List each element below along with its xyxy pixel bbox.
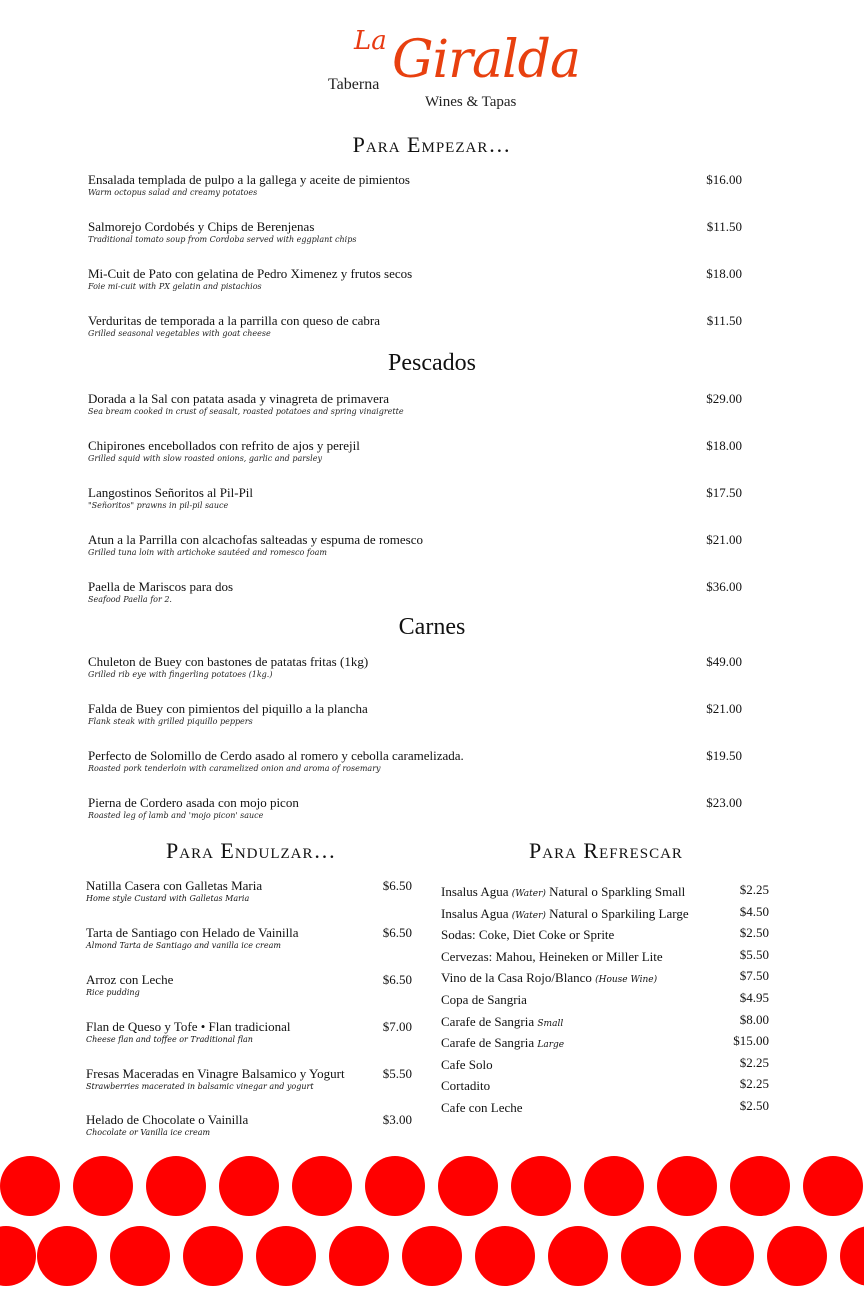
item-name: Natilla Casera con Galletas Maria [86, 878, 263, 893]
polka-dot [730, 1156, 790, 1216]
drink-item [441, 881, 769, 899]
drink-price: $2.50 [739, 1098, 769, 1113]
menu-item [88, 748, 748, 774]
menu-item [88, 172, 748, 198]
polka-dot [803, 1156, 863, 1216]
item-description: Foie mi-cuit with PX gelatin and pistachios [88, 282, 262, 291]
item-price: $11.50 [706, 219, 742, 234]
menu-item [88, 438, 748, 464]
polka-dot [110, 1226, 170, 1286]
drink-item [441, 989, 769, 1007]
item-name: Flan de Queso y Tofe • Flan tradicional [86, 1019, 291, 1034]
desserts-title: Para Endulzar… [166, 838, 337, 863]
drink-price: $2.50 [739, 925, 769, 940]
item-description: Grilled rib eye with fingerling potatoes (1kg.) [88, 670, 273, 679]
drink-price: $2.25 [739, 882, 769, 897]
polka-dot [292, 1156, 352, 1216]
polka-dot [511, 1156, 571, 1216]
item-description: Flank steak with grilled piquillo peppers [88, 717, 253, 726]
item-name: Atun a la Parrilla con alcachofas salteadas y espuma de romesco [88, 532, 423, 547]
starters-title: Para Empezar… [352, 132, 512, 157]
item-price: $21.00 [706, 532, 742, 547]
item-description: Seafood Paella for 2. [88, 595, 172, 604]
menu-item [86, 1066, 412, 1092]
item-description: Grilled seasonal vegetables with goat cheese [88, 329, 271, 338]
logo-tagline: Wines & Tapas [425, 94, 517, 110]
drink-item [441, 946, 769, 964]
item-name: Fresas Maceradas en Vinagre Balsamico y Yogurt [86, 1066, 345, 1081]
item-description: Chocolate or Vanilla ice cream [86, 1128, 211, 1137]
menu-item [86, 925, 412, 951]
logo-giralda: Giralda [392, 30, 580, 90]
item-description: Almond Tarta de Santiago and vanilla ice cream [86, 941, 281, 950]
polka-dot [0, 1226, 36, 1286]
restaurant-logo [320, 26, 580, 118]
item-name: Ensalada templada de pulpo a la gallega y aceite de pimientos [88, 172, 410, 187]
menu-item [88, 654, 748, 680]
item-description: Rice pudding [86, 988, 140, 997]
drink-name: Cortadito [441, 1078, 491, 1093]
logo-la: La [354, 26, 387, 56]
drink-price: $4.95 [739, 990, 769, 1005]
item-description: Cheese flan and toffee or Traditional flan [86, 1035, 253, 1044]
item-price: $16.00 [706, 172, 742, 187]
drink-name: Vino de la Casa Rojo/Blanco (House Wine) [441, 970, 658, 985]
polka-dot [73, 1156, 133, 1216]
item-name: Falda de Buey con pimientos del piquillo a la plancha [88, 701, 368, 716]
drink-item [441, 1075, 769, 1093]
polka-dot [438, 1156, 498, 1216]
item-price: $18.00 [706, 266, 742, 281]
polka-dot [657, 1156, 717, 1216]
polka-dot [365, 1156, 425, 1216]
polka-dot [548, 1226, 608, 1286]
item-price: $3.00 [382, 1112, 412, 1127]
drink-price: $5.50 [739, 947, 769, 962]
drink-price: $15.00 [733, 1033, 769, 1048]
drink-item [441, 903, 769, 921]
menu-item [86, 1112, 412, 1138]
item-description: Sea bream cooked in crust of seasalt, roasted potatoes and spring vinaigrette [88, 407, 404, 416]
item-price: $29.00 [706, 391, 742, 406]
drink-item [441, 1032, 769, 1050]
item-price: $5.50 [382, 1066, 412, 1081]
item-price: $17.50 [706, 485, 742, 500]
item-price: $11.50 [706, 313, 742, 328]
item-description: Roasted leg of lamb and 'mojo picon' sauce [88, 811, 264, 820]
drink-name: Cafe con Leche [441, 1100, 523, 1115]
menu-item [88, 313, 748, 339]
item-name: Chuleton de Buey con bastones de patatas fritas (1kg) [88, 654, 369, 669]
menu-item [88, 795, 748, 821]
logo-taberna: Taberna [328, 76, 380, 93]
item-description: "Señoritos" prawns in pil-pil sauce [88, 501, 229, 510]
item-name: Mi-Cuit de Pato con gelatina de Pedro Ximenez y frutos secos [88, 266, 413, 281]
polka-dot [402, 1226, 462, 1286]
item-name: Tarta de Santiago con Helado de Vainilla [86, 925, 299, 940]
menu-item [86, 972, 412, 998]
item-name: Pierna de Cordero asada con mojo picon [88, 795, 299, 810]
drink-item [441, 1054, 769, 1072]
polka-dot [256, 1226, 316, 1286]
item-price: $23.00 [706, 795, 742, 810]
drink-price: $2.25 [739, 1055, 769, 1070]
drink-name: Insalus Agua (Water) Natural o Sparkling Small [441, 884, 686, 899]
polka-dot [146, 1156, 206, 1216]
item-price: $6.50 [382, 878, 412, 893]
drink-name: Carafe de Sangria Large [441, 1035, 565, 1050]
drink-price: $2.25 [739, 1076, 769, 1091]
meats-title: Carnes [398, 614, 466, 640]
drink-name: Cervezas: Mahou, Heineken or Miller Lite [441, 949, 663, 964]
item-name: Chipirones encebollados con refrito de ajos y perejil [88, 438, 360, 453]
drink-item [441, 924, 769, 942]
item-description: Home style Custard with Galletas Maria [86, 894, 250, 903]
menu-item [86, 878, 412, 904]
item-description: Strawberries macerated in balsamic vinegar and yogurt [86, 1082, 314, 1091]
menu-item [86, 1019, 412, 1045]
polka-dot [621, 1226, 681, 1286]
fish-title: Pescados [388, 350, 476, 376]
polka-dot [584, 1156, 644, 1216]
item-description: Warm octopus salad and creamy potatoes [88, 188, 258, 197]
drink-price: $7.50 [739, 968, 769, 983]
menu-item [88, 219, 748, 245]
menu-item [88, 701, 748, 727]
item-price: $18.00 [706, 438, 742, 453]
drink-price: $4.50 [739, 904, 769, 919]
item-description: Traditional tomato soup from Cordoba served with eggplant chips [88, 235, 357, 244]
drink-item [441, 967, 769, 985]
polka-dot [0, 1156, 60, 1216]
menu-item [88, 579, 748, 605]
menu-item [88, 266, 748, 292]
item-name: Perfecto de Solomillo de Cerdo asado al romero y cebolla caramelizada. [88, 748, 464, 763]
drink-name: Copa de Sangria [441, 992, 527, 1007]
item-description: Grilled tuna loin with artichoke sautéed and romesco foam [88, 548, 328, 557]
item-name: Helado de Chocolate o Vainilla [86, 1112, 249, 1127]
item-description: Roasted pork tenderloin with caramelized onion and aroma of rosemary [88, 764, 381, 773]
item-price: $21.00 [706, 701, 742, 716]
polka-dot [840, 1226, 864, 1286]
item-name: Langostinos Señoritos al Pil-Pil [88, 485, 254, 500]
item-price: $49.00 [706, 654, 742, 669]
menu-item [88, 391, 748, 417]
drinks-title: Para Refrescar [529, 838, 683, 863]
drink-item [441, 1011, 769, 1029]
item-price: $6.50 [382, 925, 412, 940]
drink-name: Sodas: Coke, Diet Coke or Sprite [441, 927, 615, 942]
item-name: Verduritas de temporada a la parrilla con queso de cabra [88, 313, 381, 328]
polka-dot [329, 1226, 389, 1286]
polka-dot [694, 1226, 754, 1286]
item-name: Paella de Mariscos para dos [88, 579, 234, 594]
polka-dot [37, 1226, 97, 1286]
menu-item [88, 532, 748, 558]
polka-dot [475, 1226, 535, 1286]
item-name: Arroz con Leche [86, 972, 174, 987]
item-description: Grilled squid with slow roasted onions, garlic and parsley [88, 454, 322, 463]
polka-dot-border [0, 1150, 864, 1296]
drink-price: $8.00 [739, 1012, 769, 1027]
drink-item [441, 1097, 769, 1115]
polka-dot [183, 1226, 243, 1286]
item-price: $6.50 [382, 972, 412, 987]
polka-dot [219, 1156, 279, 1216]
item-price: $19.50 [706, 748, 742, 763]
polka-dot [767, 1226, 827, 1286]
drink-name: Cafe Solo [441, 1057, 493, 1072]
item-price: $7.00 [382, 1019, 412, 1034]
item-price: $36.00 [706, 579, 742, 594]
drink-name: Carafe de Sangria Small [441, 1014, 564, 1029]
item-name: Dorada a la Sal con patata asada y vinagreta de primavera [88, 391, 390, 406]
drink-name: Insalus Agua (Water) Natural o Sparkiling Large [441, 906, 689, 921]
menu-item [88, 485, 748, 511]
item-name: Salmorejo Cordobés y Chips de Berenjenas [88, 219, 315, 234]
